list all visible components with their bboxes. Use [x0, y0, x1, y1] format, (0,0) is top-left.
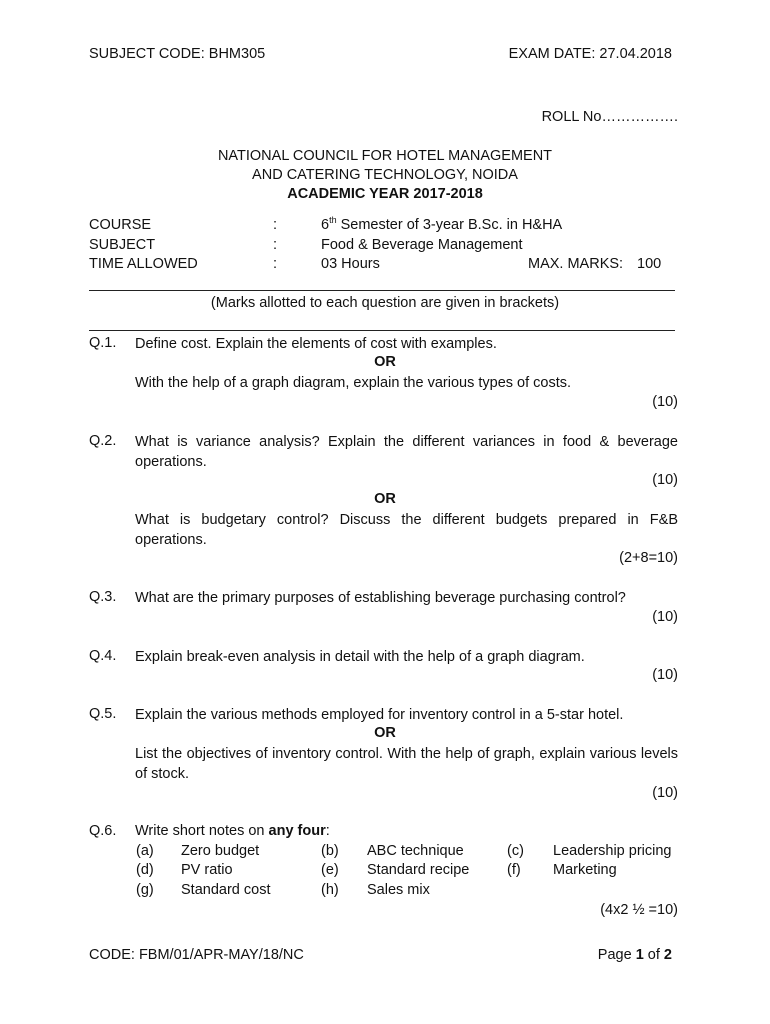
- q6-item-label: (e): [321, 862, 339, 878]
- time-allowed-label: TIME ALLOWED: [89, 256, 198, 272]
- q6-item-label: (g): [136, 882, 154, 898]
- q6-item-text: Sales mix: [367, 882, 430, 898]
- subject-code: SUBJECT CODE: BHM305: [89, 46, 266, 62]
- roll-number: ROLL No…………….: [541, 109, 678, 125]
- q6-item-text: ABC technique: [367, 843, 464, 859]
- q2-number: Q.2.: [89, 433, 117, 449]
- q2-marks-b: (2+8=10): [619, 550, 678, 566]
- q3-text: What are the primary purposes of establishing beverage purchasing control?: [135, 590, 626, 606]
- q5-marks: (10): [652, 785, 678, 801]
- divider-top: [89, 290, 675, 291]
- academic-year: ACADEMIC YEAR 2017-2018: [287, 186, 483, 202]
- q3-number: Q.3.: [89, 589, 117, 605]
- q6-item-text: Standard cost: [181, 882, 271, 898]
- q5-part-b: List the objectives of inventory control. With the help of graph, explain various levels of stock.: [135, 746, 678, 782]
- course-colon: :: [273, 217, 278, 233]
- q2-or: OR: [374, 491, 396, 507]
- q2-part-a: What is variance analysis? Explain the different variances in food & beverage operations.: [135, 434, 678, 470]
- q6-item-text: PV ratio: [181, 862, 233, 878]
- q5-or: OR: [374, 725, 396, 741]
- q5-number: Q.5.: [89, 706, 117, 722]
- q6-item-text: Marketing: [553, 862, 617, 878]
- exam-date: EXAM DATE: 27.04.2018: [508, 46, 672, 62]
- max-marks-value: 100: [637, 256, 662, 272]
- institution-name-line1: NATIONAL COUNCIL FOR HOTEL MANAGEMENT: [217, 148, 553, 164]
- q1-number: Q.1.: [89, 335, 117, 351]
- q1-part-a: Define cost. Explain the elements of cost with examples.: [135, 336, 497, 352]
- q4-number: Q.4.: [89, 648, 117, 664]
- q6-item-label: (c): [507, 843, 524, 859]
- q5-part-a: Explain the various methods employed for inventory control in a 5-star hotel.: [135, 707, 624, 723]
- divider-bottom: [89, 330, 675, 331]
- q1-marks: (10): [652, 394, 678, 410]
- course-label: COURSE: [89, 217, 152, 233]
- footer-code: CODE: FBM/01/APR-MAY/18/NC: [89, 947, 304, 963]
- subject-label: SUBJECT: [89, 237, 156, 253]
- institution-name-line2: AND CATERING TECHNOLOGY, NOIDA: [252, 167, 518, 183]
- q6-marks: (4x2 ½ =10): [600, 902, 678, 918]
- q4-marks: (10): [652, 667, 678, 683]
- q6-item-text: Zero budget: [181, 843, 260, 859]
- q6-item-label: (f): [507, 862, 521, 878]
- max-marks-label: MAX. MARKS:: [528, 256, 624, 272]
- q6-number: Q.6.: [89, 823, 117, 839]
- subject-colon: :: [273, 237, 278, 253]
- q6-item-label: (d): [136, 862, 154, 878]
- page-number: Page 1 of 2: [597, 947, 672, 963]
- course-value: 6th Semester of 3-year B.Sc. in H&HA: [321, 215, 563, 233]
- time-allowed-value: 03 Hours: [321, 256, 380, 272]
- q2-part-b: What is budgetary control? Discuss the different budgets prepared in F&B operations.: [135, 512, 678, 548]
- q1-part-b: With the help of a graph diagram, explain the various types of costs.: [135, 375, 572, 391]
- q4-text: Explain break-even analysis in detail with the help of a graph diagram.: [135, 649, 585, 665]
- q6-item-text: Standard recipe: [367, 862, 470, 878]
- q3-marks: (10): [652, 609, 678, 625]
- q1-or: OR: [374, 354, 396, 370]
- q2-marks-a: (10): [652, 472, 678, 488]
- q6-item-label: (a): [136, 843, 154, 859]
- subject-value: Food & Beverage Management: [321, 237, 523, 253]
- q6-item-label: (h): [321, 882, 339, 898]
- marks-instruction: (Marks allotted to each question are given in brackets): [210, 295, 560, 311]
- q6-intro: Write short notes on any four:: [135, 823, 330, 839]
- q6-item-text: Leadership pricing: [553, 843, 672, 859]
- time-colon: :: [273, 256, 278, 272]
- q6-item-label: (b): [321, 843, 339, 859]
